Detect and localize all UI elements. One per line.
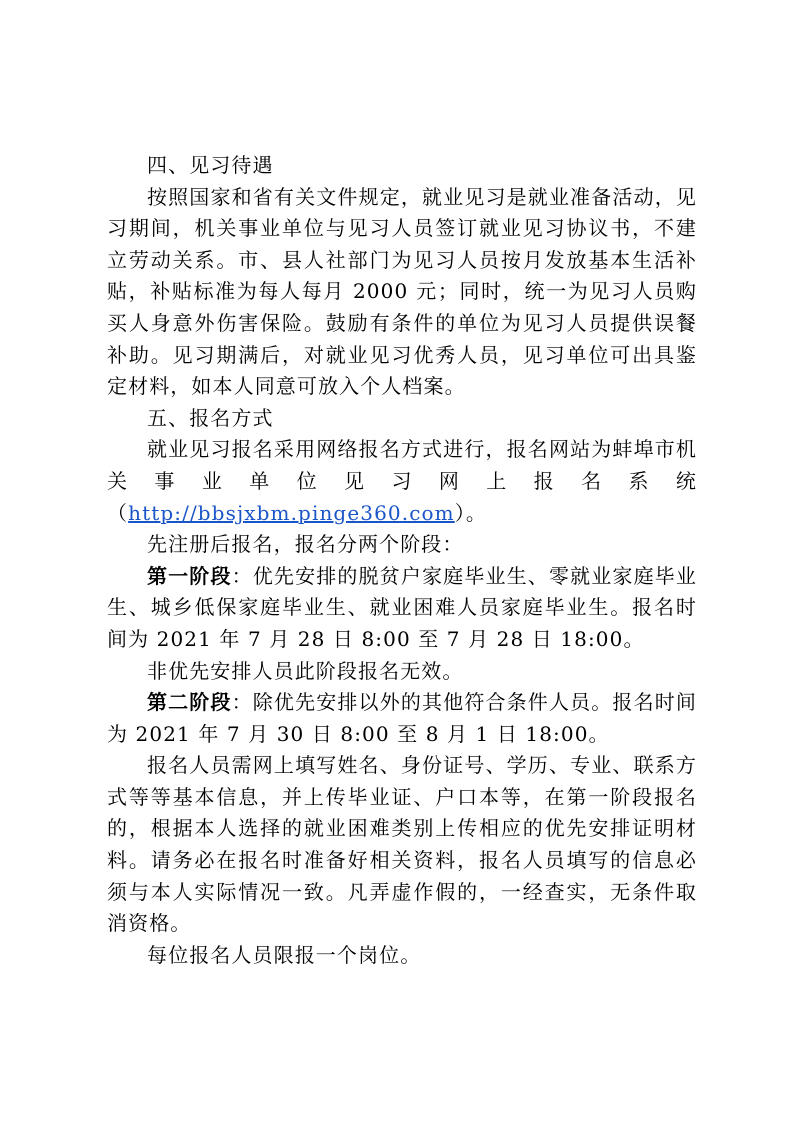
stage-2-paragraph [107,687,697,750]
section-5-heading: 五、报名方式 [147,405,274,430]
registration-intro-text: 就业见习报名采用网络报名方式进行，报名网站为蚌埠市机关事业单位见习网上报名系统（ [107,437,697,525]
stage-1-text: ：优先安排的脱贫户家庭毕业生、零就业家庭毕业生、城乡低保家庭毕业生、就业困难人员家庭毕业生。报名时间为 2021 年 7 月 28 日 8:00 至 7 月 28 日 18:00。 [107,563,697,651]
stage-2-label: 第二阶段 [147,690,232,715]
register-note: 先注册后报名，报名分两个阶段： [147,532,464,557]
document-body [107,150,697,971]
stage-1-label: 第一阶段 [147,563,232,588]
section-4-heading: 四、见习待遇 [147,153,274,177]
section-4-paragraph: 按照国家和省有关文件规定，就业见习是就业准备活动，见习期间，机关事业单位与见习人员签订就业见习协议书，不建立劳动关系。市、县人社部门为见习人员按月发放基本生活补贴，补贴标准为每人每月 2000 元；同时，统一为见习人员购买人身意外伤害保险。鼓励有条件的单位为见习人员提供误餐补助。见习期满后，对就业见习优秀人员，见习单位可出具鉴定材料，如本人同意可放入个人档案。 [107,184,697,399]
requirements-paragraph: 报名人员需网上填写姓名、身份证号、学历、专业、联系方式等等基本信息，并上传毕业证、户口本等，在第一阶段报名的，根据本人选择的就业困难类别上传相应的优先安排证明材料。请务必在报名时准备好相关资料，报名人员填写的信息必须与本人实际情况一致。凡弄虚作假的，一经查实，无条件取消资格。 [107,753,697,936]
registration-website-link[interactable]: http://bbsjxbm.pinge360.com [128,500,455,525]
stage-1-paragraph [107,561,697,656]
position-limit-note: 每位报名人员限报一个岗位。 [147,942,422,967]
stage-2-text: ：除优先安排以外的其他符合条件人员。报名时间为 2021 年 7 月 30 日 8:00 至 8 月 1 日 18:00。 [107,690,697,746]
registration-intro-tail: ）。 [454,500,487,525]
stage-1-note: 非优先安排人员此阶段报名无效。 [147,658,464,683]
registration-intro-paragraph [107,434,697,529]
